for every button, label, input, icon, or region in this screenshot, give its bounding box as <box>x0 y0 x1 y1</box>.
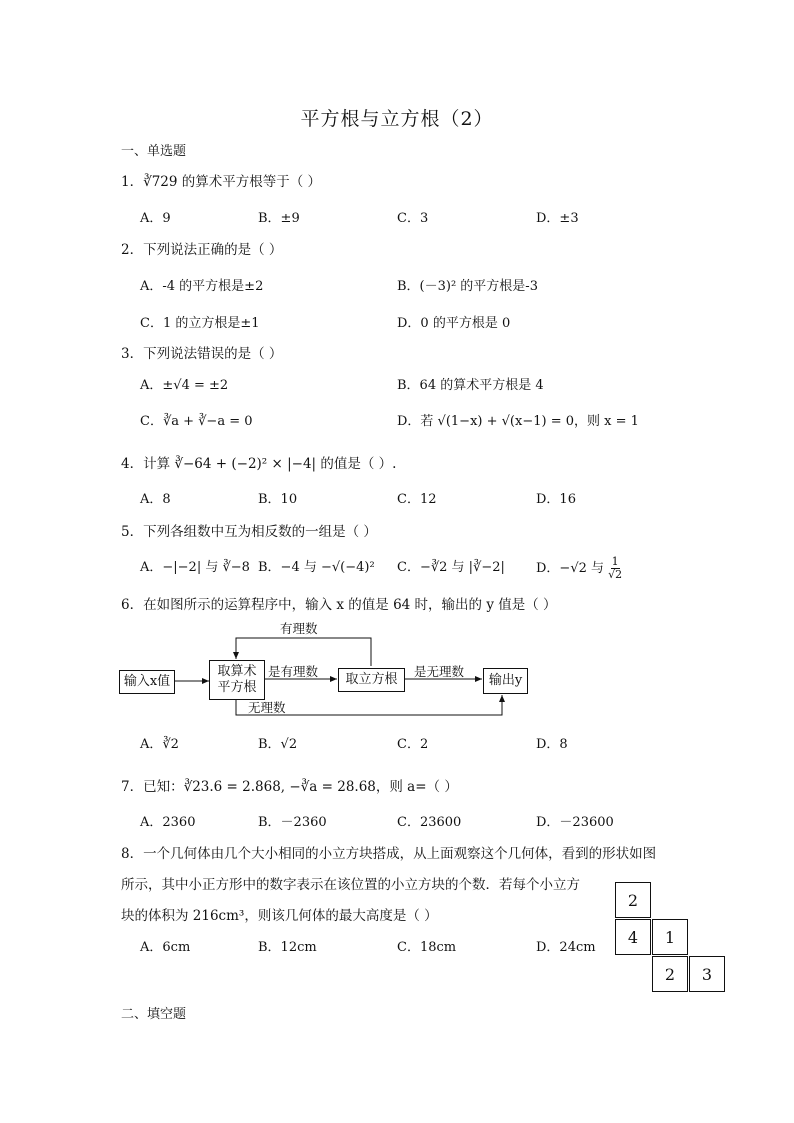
option-b: B．12cm <box>258 940 317 955</box>
option-a: A．±√4 = ±2 <box>140 378 229 393</box>
option-b: B．10 <box>258 492 298 507</box>
option-c: C．∛a + ∛−a = 0 <box>140 414 253 429</box>
flow-label-rational: 有理数 <box>280 621 318 636</box>
option-a: A．∛2 <box>140 737 179 752</box>
option-d: D．若 √(1−x) + √(x−1) = 0，则 x = 1 <box>397 414 639 429</box>
option-d-text: D．−√2 与 <box>536 561 605 576</box>
option-b: B．(－3)² 的平方根是-3 <box>397 279 538 294</box>
grid-cell: 3 <box>689 956 725 992</box>
question-stem-line: 块的体积为 216cm³，则该几何体的最大高度是（ ） <box>121 908 438 924</box>
option-a: A．-4 的平方根是±2 <box>140 279 264 294</box>
section-heading: 一、单选题 <box>121 144 187 159</box>
grid-cell: 1 <box>652 919 688 955</box>
option-d: D．0 的平方根是 0 <box>397 316 511 331</box>
option-b: B．－2360 <box>258 815 327 830</box>
flow-sqrt-line2: 平方根 <box>217 680 257 695</box>
option-c: C．12 <box>397 492 437 507</box>
flow-label-is-irrational: 是无理数 <box>414 664 465 679</box>
option-a: A．9 <box>140 211 171 226</box>
fraction-denominator: √2 <box>608 568 623 581</box>
grid-cell: 2 <box>615 882 651 918</box>
option-a: A．6cm <box>140 940 191 955</box>
question-stem: 4．计算 ∛−64 + (−2)² × |−4| 的值是（ ）. <box>121 456 397 472</box>
option-c: C．23600 <box>397 815 462 830</box>
option-a: A．8 <box>140 492 171 507</box>
option-c: C．−∛2 与 |∛−2| <box>397 560 505 575</box>
fraction-numerator: 1 <box>611 555 619 568</box>
question-stem-line: 所示，其中小正方形中的数字表示在该位置的小立方块的个数．若每个小立方 <box>121 877 580 893</box>
option-b: B．64 的算术平方根是 4 <box>397 378 544 393</box>
question-stem: 2．下列说法正确的是（ ） <box>121 242 283 258</box>
flow-label-is-rational: 是有理数 <box>268 664 319 679</box>
option-d: D．±3 <box>536 211 579 226</box>
option-d: D．－23600 <box>536 815 614 830</box>
option-d: D．24cm <box>536 940 596 955</box>
question-stem: 3．下列说法错误的是（ ） <box>121 346 283 362</box>
section-heading: 二、填空题 <box>121 1007 187 1022</box>
option-b: B．±9 <box>258 211 300 226</box>
page-title: 平方根与立方根（2） <box>300 108 494 130</box>
question-stem: 7．已知：∛23.6 = 2.868, −∛a = 28.68，则 a=（ ） <box>121 779 458 795</box>
option-a: A．2360 <box>140 815 196 830</box>
option-b: B．−4 与 −√(−4)² <box>258 560 375 575</box>
question-stem-line: 8．一个几何体由几个大小相同的小立方块搭成，从上面观察这个几何体，看到的形状如图 <box>121 846 657 862</box>
flow-input-box: 输入x值 <box>119 670 175 694</box>
flow-sqrt-box <box>209 660 265 700</box>
grid-cell: 4 <box>615 919 651 955</box>
question-stem: 1．∛729 的算术平方根等于（ ） <box>121 174 322 190</box>
option-a: A．−|−2| 与 ∛−8 <box>140 560 250 575</box>
question-stem: 6．在如图所示的运算程序中，输入 x 的值是 64 时，输出的 y 值是（ ） <box>121 597 557 613</box>
question-stem: 5．下列各组数中互为相反数的一组是（ ） <box>121 524 377 540</box>
flow-label-irrational: 无理数 <box>248 700 286 715</box>
option-c: C．1 的立方根是±1 <box>140 316 260 331</box>
grid-cell: 2 <box>652 956 688 992</box>
flow-sqrt-line1: 取算术 <box>217 664 257 679</box>
option-c: C．3 <box>397 211 429 226</box>
option-c: C．2 <box>397 737 429 752</box>
option-b: B．√2 <box>258 737 298 752</box>
option-c: C．18cm <box>397 940 457 955</box>
option-d: D．8 <box>536 737 568 752</box>
option-d: D．16 <box>536 492 576 507</box>
flow-cbrt-box: 取立方根 <box>338 668 405 692</box>
flow-output-box: 输出y <box>483 668 528 694</box>
